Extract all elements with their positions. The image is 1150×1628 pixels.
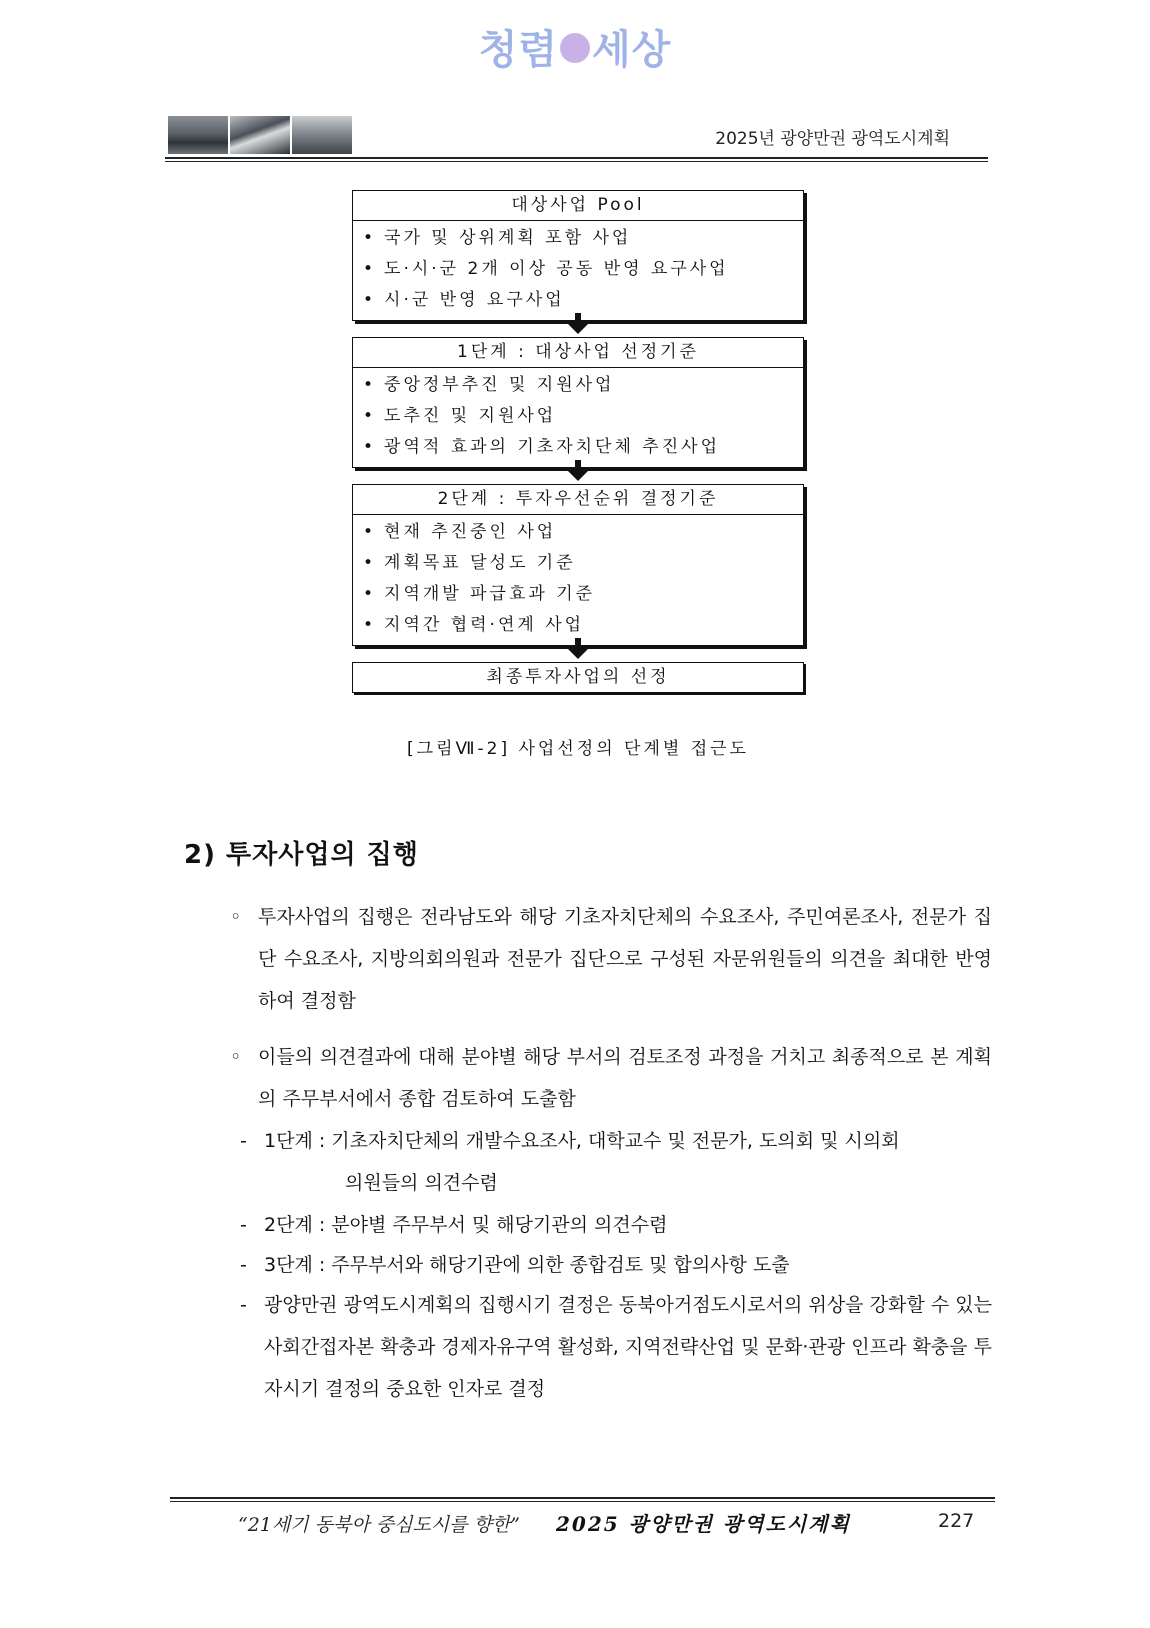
flow-item: • 국가 및 상위계획 포함 사업 [353,223,803,254]
step-text-continued: 의원들의 의견수렴 [345,1172,498,1194]
flow-box-title: 최종투자사업의 선정 [486,667,670,687]
dash-item-step2 [240,1204,992,1246]
logo-text-right: 세상 [592,27,672,73]
step-text: 1단계 : 기초자치단체의 개발수요조사, 대학교수 및 전문가, 도의회 및 시의회 [264,1130,900,1152]
bullet-paragraph [230,896,992,1022]
logo-text-left: 청렴 [478,27,558,73]
flow-item: • 지역간 협력·연계 사업 [353,610,803,641]
header-photo-coast [168,116,228,154]
bullet-marker: ◦ [230,1046,242,1068]
footer-brand: 2025 광양만권 광역도시계획 [556,1512,851,1536]
dash-item-step3 [240,1244,992,1286]
flow-item: • 지역개발 파급효과 기준 [353,579,803,610]
flow-item: • 시·군 반영 요구사업 [353,285,803,316]
timing-text: 광양만권 광역도시계획의 집행시기 결정은 동북아거점도시로서의 위상을 강화할 수 있는 사회간접자본 확충과 경제자유구역 활성화, 지역전략산업 및 문화·관광 인프라 확충을 투자시기 결정의 중요한 인자로 결정 [264,1294,992,1400]
flow-item: • 도추진 및 지원사업 [353,401,803,432]
header-rule-thin [165,161,988,162]
section-title: 2) 투자사업의 집행 [184,840,419,870]
flow-arrow-down-icon [568,313,588,335]
header-title: 2025년 광양만권 광역도시계획 [715,129,950,149]
flow-item: • 광역적 효과의 기초자치단체 추진사업 [353,432,803,463]
dash-item-timing [240,1284,992,1410]
step-text: 3단계 : 주무부서와 해당기관에 의한 종합검토 및 합의사항 도출 [264,1254,790,1276]
flow-item: • 계획목표 달성도 기준 [353,548,803,579]
header-rule [165,157,988,159]
logo [0,18,1150,75]
dash-marker: - [240,1214,247,1236]
bullet-text: 투자사업의 집행은 전라남도와 해당 기초자치단체의 수요조사, 주민여론조사, 전문가 집단 수요조사, 지방의회의원과 전문가 집단으로 구성된 자문위원들의 의견을 최대한 반영하여 결정함 [258,906,992,1012]
footer-rule-thin [170,1501,995,1502]
bullet-marker: ◦ [230,906,242,928]
dash-marker: - [240,1294,247,1316]
flow-item: • 중앙정부추진 및 지원사업 [353,370,803,401]
bullet-text: 이들의 의견결과에 대해 분야별 해당 부서의 검토조정 과정을 거치고 최종적으로 본 계획의 주무부서에서 종합 검토하여 도출함 [258,1046,992,1110]
page-number: 227 [938,1510,975,1532]
flow-arrow-down-icon [568,460,588,482]
dash-marker: - [240,1254,247,1276]
figure-caption: [그림Ⅶ-2] 사업선정의 단계별 접근도 [407,739,749,759]
flow-box-pool [352,190,804,321]
flow-item: • 도·시·군 2개 이상 공동 반영 요구사업 [353,254,803,285]
footer-slogan: “21세기 동북아 중심도시를 향한” [238,1514,520,1536]
logo-emblem-icon [560,33,590,63]
footer-rule [170,1497,995,1499]
header-photo-strip [168,116,352,154]
flow-arrow-down-icon [568,638,588,660]
flow-box-title: 2단계 : 투자우선순위 결정기준 [353,485,803,515]
header-photo-river [230,116,290,154]
step-text: 2단계 : 분야별 주무부서 및 해당기관의 의견수렴 [264,1214,668,1236]
flow-box-stage1 [352,337,804,468]
flow-box-title: 1단계 : 대상사업 선정기준 [353,338,803,368]
flow-box-final [352,662,804,693]
header-photo-bridge [292,116,352,154]
flow-box-stage2 [352,484,804,646]
bullet-paragraph [230,1036,992,1120]
dash-marker: - [240,1130,247,1152]
flow-box-title: 대상사업 Pool [353,191,803,221]
flow-item: • 현재 추진중인 사업 [353,517,803,548]
dash-item-step1 [240,1120,992,1204]
